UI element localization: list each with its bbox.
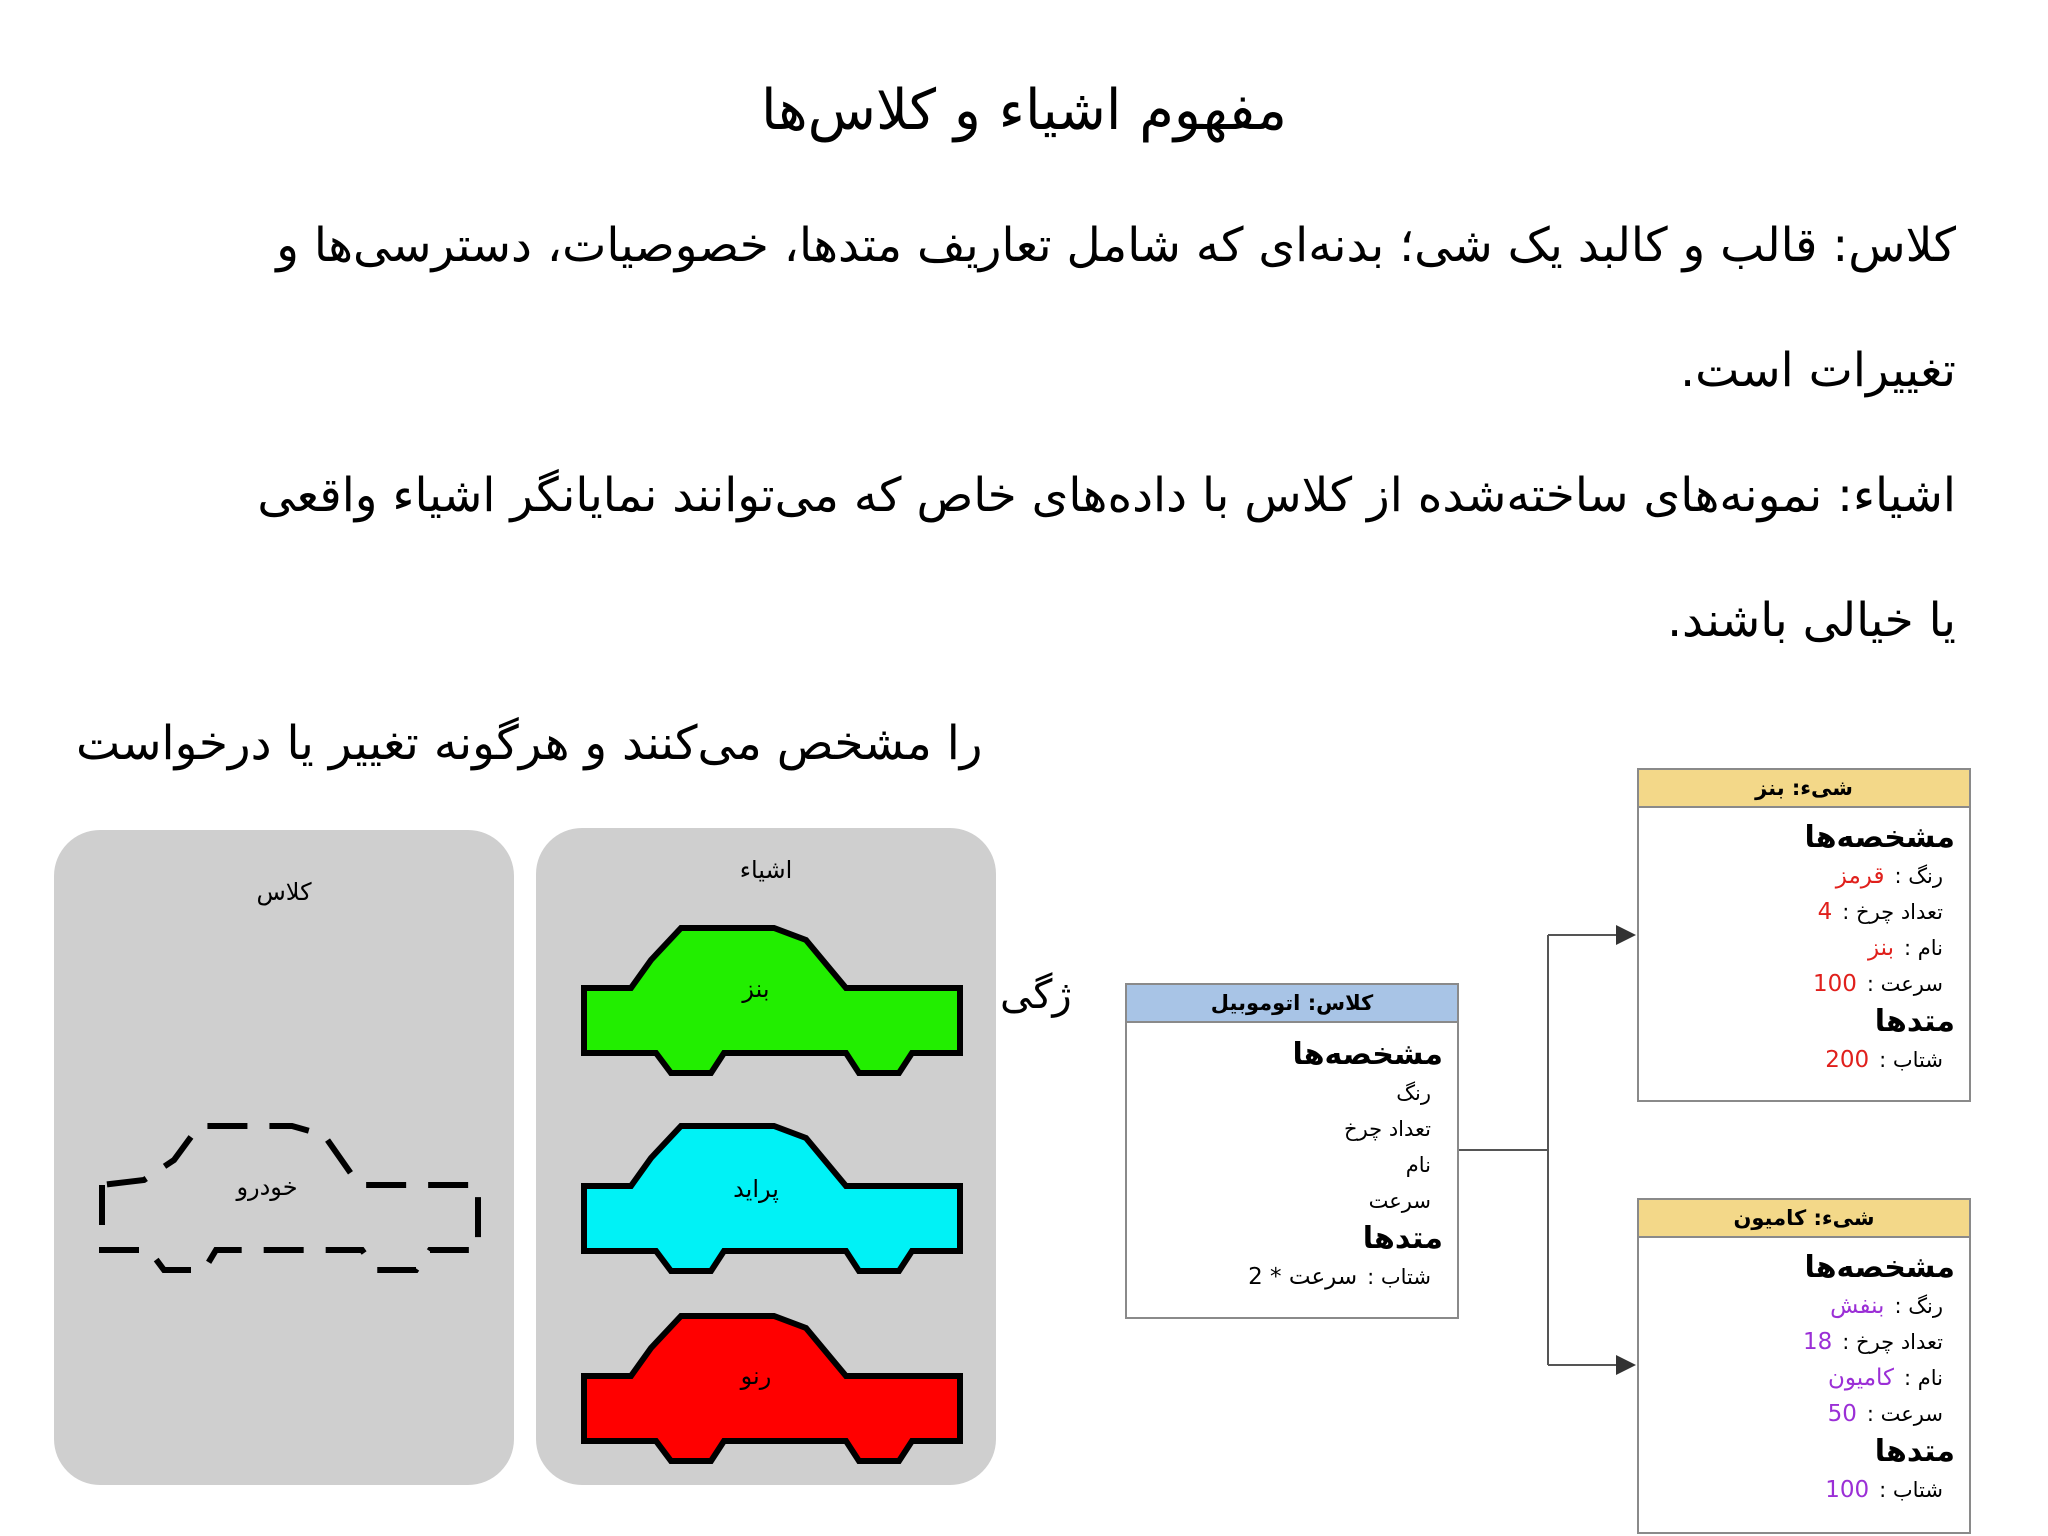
object-truck-box (1637, 1198, 1971, 1534)
objects-definition-line-1: اشیاء: نمونه‌های ساخته‌شده از کلاس با داده‌های خاص که می‌توانند نمایانگر اشیاء واقعی (257, 468, 1956, 523)
class-automobile-box (1125, 983, 1459, 1319)
class-panel-label: کلاس (256, 878, 312, 906)
truck-methods-title: متدها (1874, 1434, 1955, 1469)
benz-attr-name: نام :بنز (1867, 935, 1943, 961)
class-methods-title: متدها (1362, 1221, 1443, 1256)
benz-attr-wheels: تعداد چرخ :4 (1817, 899, 1943, 925)
class-attr-wheels: تعداد چرخ (1344, 1117, 1431, 1141)
class-automobile-header: کلاس: اتوموبیل (1127, 985, 1457, 1023)
truck-attr-wheels: تعداد چرخ :18 (1802, 1329, 1943, 1355)
truck-method-acceleration: شتاب :100 (1825, 1477, 1943, 1503)
class-definition-line-1: کلاس: قالب و کالبد یک شی؛ بدنه‌ای که شامل تعاریف متدها، خصوصیات، دسترسی‌ها و (276, 218, 1956, 273)
car-benz-label: بنز (742, 975, 770, 1003)
class-attr-speed: سرعت (1368, 1189, 1431, 1213)
benz-attr-speed: سرعت :100 (1813, 971, 1943, 997)
object-benz-header: شیء: بنز (1639, 770, 1969, 808)
page-title: مفهوم اشیاء و کلاس‌ها (761, 78, 1287, 143)
benz-method-acceleration: شتاب :200 (1825, 1047, 1943, 1073)
class-method-acceleration (1127, 1259, 1443, 1295)
truck-attributes-title: مشخصه‌ها (1804, 1250, 1955, 1285)
method-key: شتاب : (1367, 1265, 1431, 1289)
truck-attr-speed: سرعت :50 (1827, 1401, 1943, 1427)
object-truck-header: شیء: کامیون (1639, 1200, 1969, 1238)
benz-attributes-title: مشخصه‌ها (1804, 820, 1955, 855)
partial-text: را مشخص می‌کنند و هرگونه تغییر یا درخواست (76, 716, 983, 771)
class-attr-color: رنگ (1396, 1081, 1431, 1105)
objects-definition-line-2: یا خیالی باشند. (1667, 593, 1956, 648)
truck-attr-color: رنگ :بنفش (1830, 1293, 1943, 1319)
class-definition-line-2: تغییرات است. (1680, 343, 1956, 398)
objects-panel-label: اشیاء (739, 856, 793, 884)
partial-fragment: ژگی (1000, 972, 1072, 1018)
car-pride-label: پراید (733, 1175, 779, 1203)
method-value: سرعت * 2 (1248, 1264, 1358, 1290)
class-attributes-title: مشخصه‌ها (1292, 1037, 1443, 1072)
class-car-label: خودرو (236, 1173, 298, 1201)
class-attr-name: نام (1405, 1153, 1431, 1177)
truck-attr-name: نام :کامیون (1828, 1365, 1943, 1391)
benz-methods-title: متدها (1874, 1004, 1955, 1039)
benz-attr-color: رنگ :قرمز (1835, 863, 1943, 889)
car-renault-label: رنو (740, 1362, 772, 1390)
object-benz-box (1637, 768, 1971, 1102)
